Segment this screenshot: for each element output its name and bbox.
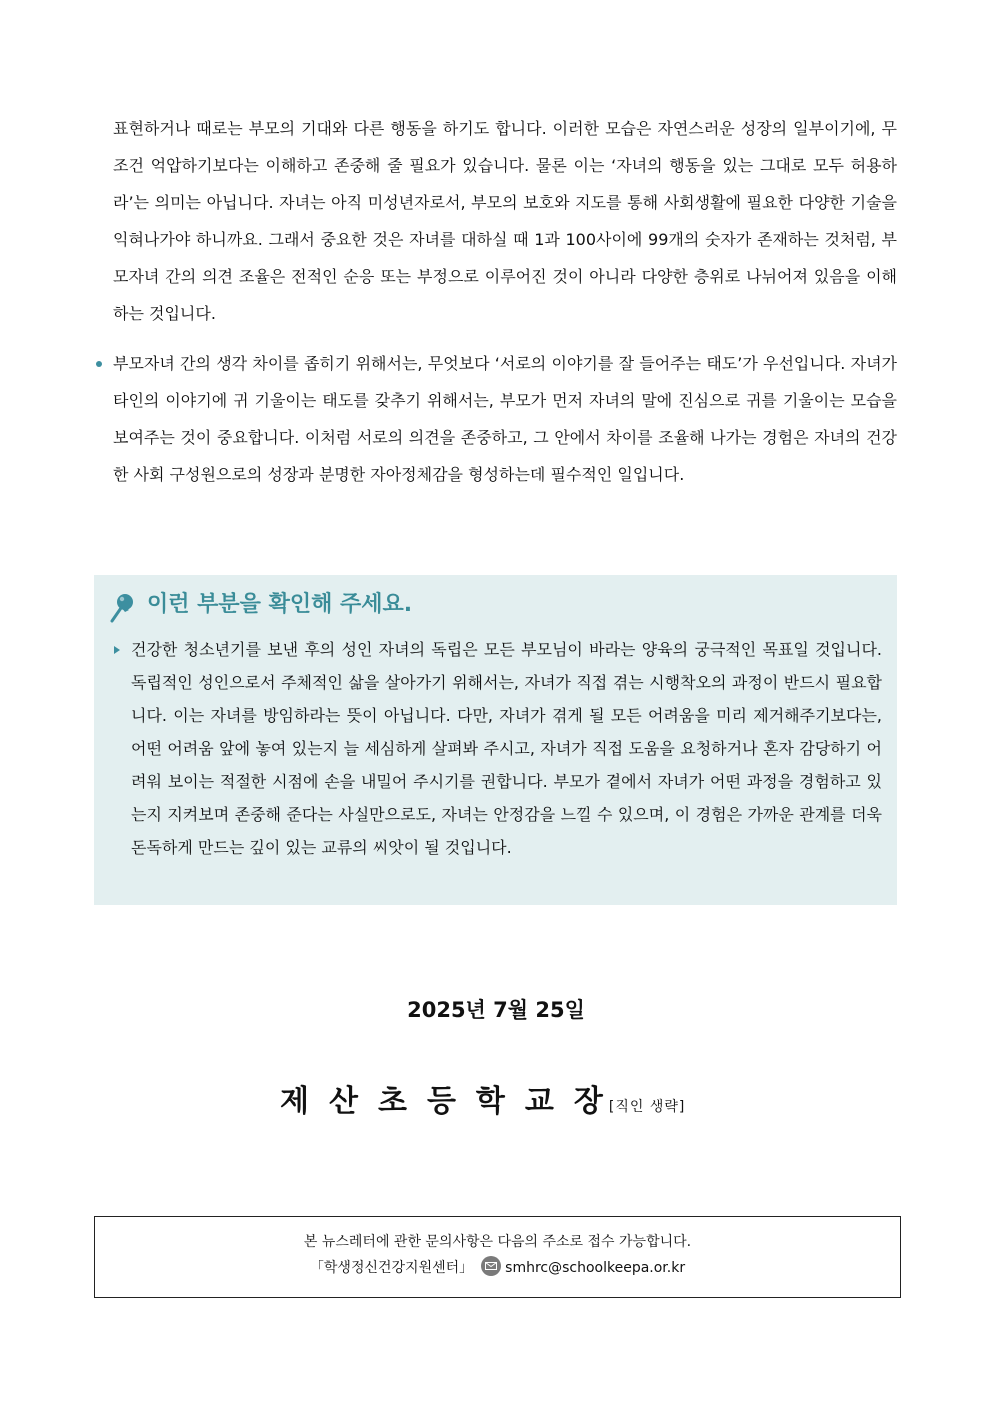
- body-paragraph-2: 부모자녀 간의 생각 차이를 좁히기 위해서는, 무엇보다 ‘서로의 이야기를 잘 들어주는 태도’가 우선입니다. 자녀가 타인의 이야기에 귀 기울이는 태도를 갖추기 위해서는, 부모가 먼저 자녀의 말에 진심으로 귀를 기울이는 모습을 보여주는 것이 중요합니다. 이처럼 서로의 의견을 존중하고, 그 안에서 차이를 조율해 나가는 경험은 자녀의 건강한 사회 구성원으로의 성장과 분명한 자아정체감을 형성하는데 필수적인 일입니다.: [113, 354, 897, 484]
- school-principal-name: 제산초등학교장: [280, 1084, 623, 1119]
- contact-notice: 본 뉴스레터에 관한 문의사항은 다음의 주소로 접수 가능합니다.: [303, 1234, 692, 1250]
- contact-details: [95, 1257, 900, 1279]
- bullet-dot-icon: [96, 361, 102, 367]
- body-paragraph-1: 표현하거나 때로는 부모의 기대와 다른 행동을 하기도 합니다. 이러한 모습은 자연스러운 성장의 일부이기에, 무조건 억압하기보다는 이해하고 존중해 줄 필요가 있습니다. 물론 이는 ‘자녀의 행동을 있는 그대로 모두 허용하라’는 의미는 아닙니다. 자녀는 아직 미성년자로서, 부모의 보호와 지도를 통해 사회생활에 필요한 다양한 기술을 익혀나가야 하니까요. 그래서 중요한 것은 자녀를 대하실 때 1과 100사이에 99개의 숫자가 존재하는 것처럼, 부모자녀 간의 의견 조율은 전적인 순응 또는 부정으로 이루어진 것이 아니라 다양한 층위로 나뉘어져 있음을 이해하는 것입니다.: [113, 119, 897, 323]
- seal-omitted-note: [직인 생략]: [608, 1099, 686, 1115]
- check-note-text: 건강한 청소년기를 보낸 후의 성인 자녀의 독립은 모든 부모님이 바라는 양육의 궁극적인 목표일 것입니다. 독립적인 성인으로서 주체적인 삶을 살아가기 위해서는, 자녀가 직접 겪는 시행착오의 과정이 반드시 필요합니다. 이는 자녀를 방임하라는 뜻이 아닙니다. 다만, 자녀가 겪게 될 모든 어려움을 미리 제거해주기보다는, 어떤 어려움 앞에 놓여 있는지 늘 세심하게 살펴봐 주시고, 자녀가 직접 도움을 요청하거나 혼자 감당하기 어려워 보이는 적절한 시점에 손을 내밀어 주시기를 권합니다. 부모가 곁에서 자녀가 어떤 과정을 경험하고 있는지 지켜보며 존중해 준다는 사실만으로도, 자녀는 안정감을 느낄 수 있으며, 이 경험은 가까운 관계를 더욱 돈독하게 만드는 깊이 있는 교류의 씨앗이 될 것입니다.: [131, 640, 882, 857]
- contact-email[interactable]: smhrc@schoolkeepa.or.kr: [505, 1260, 686, 1276]
- center-name: 「학생정신건강지원센터」: [309, 1260, 474, 1276]
- mail-icon: [481, 1256, 501, 1276]
- triangle-bullet-icon: [114, 646, 120, 654]
- signature-line: [280, 1076, 685, 1120]
- check-note-title: 이런 부분을 확인해 주세요.: [147, 592, 413, 617]
- pushpin-icon: [107, 590, 139, 624]
- contact-box: [94, 1216, 901, 1298]
- issue-date: 2025년 7월 25일: [407, 998, 585, 1022]
